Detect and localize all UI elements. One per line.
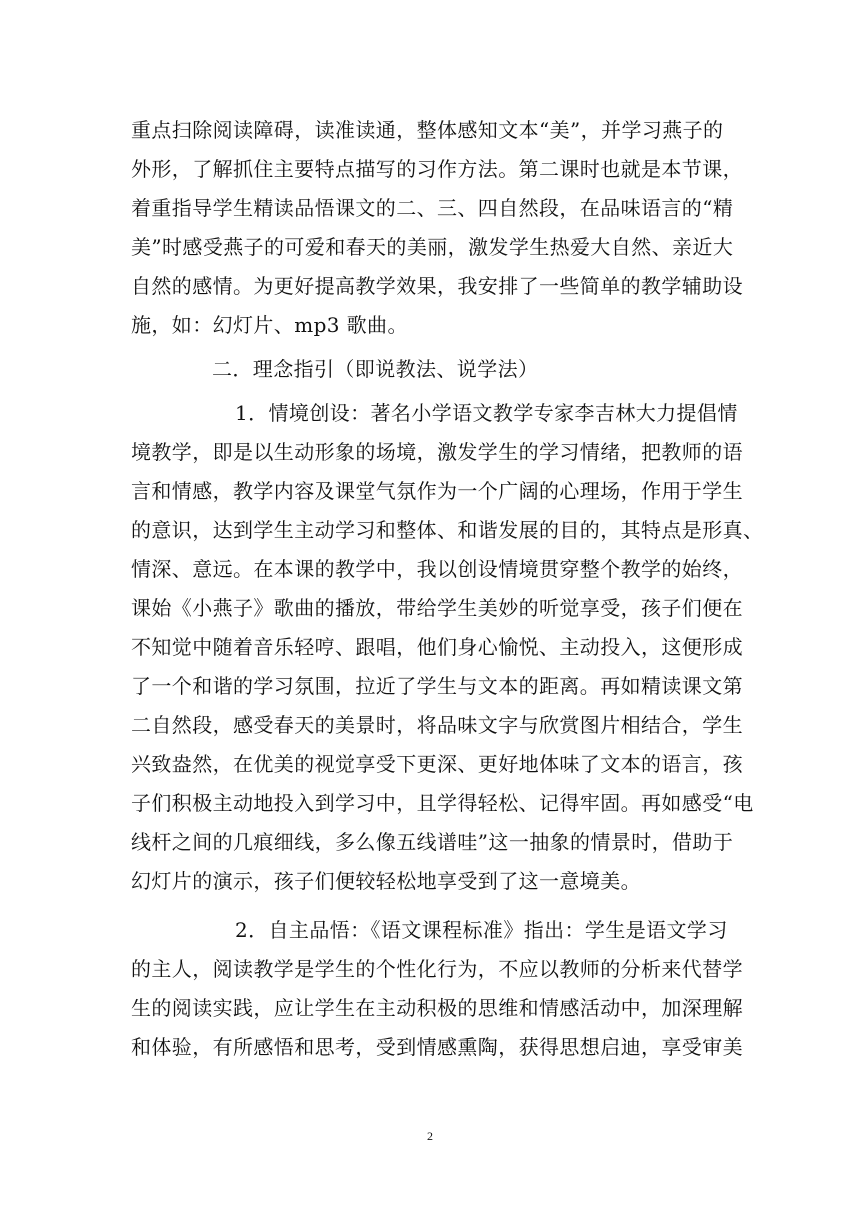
text-line: 施，如：幻灯片、mp3 歌曲。 <box>131 313 408 337</box>
text-line: 生的阅读实践，应让学生在主动积极的思维和情感活动中，加深理解 <box>131 996 743 1020</box>
text-line: 重点扫除阅读障碍，读准读通，整体感知文本“美”，并学习燕子的 <box>131 118 724 142</box>
text-line: 的主人，阅读教学是学生的个性化行为，不应以教师的分析来代替学 <box>131 957 743 981</box>
text-line: 课始《小燕子》歌曲的播放，带给学生美妙的听觉享受，孩子们便在 <box>131 596 743 620</box>
text-line: 二自然段，感受春天的美景时，将品味文字与欣赏图片相结合，学生 <box>131 713 743 737</box>
paragraph-first-line: 2．自主品悟：《语文课程标准》指出：学生是语文学习 <box>235 918 728 942</box>
page-number: 2 <box>427 1129 433 1143</box>
section-heading: 二．理念指引（即说教法、说学法） <box>212 357 539 381</box>
text-line: 幻灯片的演示，孩子们便较轻松地享受到了这一意境美。 <box>131 869 641 893</box>
text-line: 外形，了解抓住主要特点描写的习作方法。第二课时也就是本节课， <box>131 157 743 181</box>
text-line: 和体验，有所感悟和思考，受到情感熏陶，获得思想启迪，享受审美 <box>131 1035 743 1059</box>
text-line: 子们积极主动地投入到学习中，且学得轻松、记得牢固。再如感受“电 <box>131 791 754 815</box>
paragraph-first-line: 1．情境创设：著名小学语文教学专家李吉林大力提倡情 <box>235 401 738 425</box>
text-line: 不知觉中随着音乐轻哼、跟唱，他们身心愉悦、主动投入，这便形成 <box>131 635 743 659</box>
text-line: 线杆之间的几痕细线，多么像五线谱哇”这一抽象的情景时，借助于 <box>131 830 734 854</box>
text-line: 了一个和谐的学习氛围，拉近了学生与文本的距离。再如精读课文第 <box>131 674 743 698</box>
text-line: 自然的感情。为更好提高教学效果，我安排了一些简单的教学辅助设 <box>131 274 743 298</box>
text-line: 的意识，达到学生主动学习和整体、和谐发展的目的，其特点是形真、 <box>131 518 764 542</box>
text-line: 言和情感，教学内容及课堂气氛作为一个广阔的心理场，作用于学生 <box>131 479 743 503</box>
text-line: 着重指导学生精读品悟课文的二、三、四自然段，在品味语言的“精 <box>131 196 734 220</box>
text-line: 美”时感受燕子的可爱和春天的美丽，激发学生热爱大自然、亲近大 <box>131 235 734 259</box>
text-line: 境教学，即是以生动形象的场境，激发学生的学习情绪，把教师的语 <box>131 440 743 464</box>
text-line: 情深、意远。在本课的教学中，我以创设情境贯穿整个教学的始终， <box>131 557 743 581</box>
text-line: 兴致盎然，在优美的视觉享受下更深、更好地体味了文本的语言，孩 <box>131 752 743 776</box>
